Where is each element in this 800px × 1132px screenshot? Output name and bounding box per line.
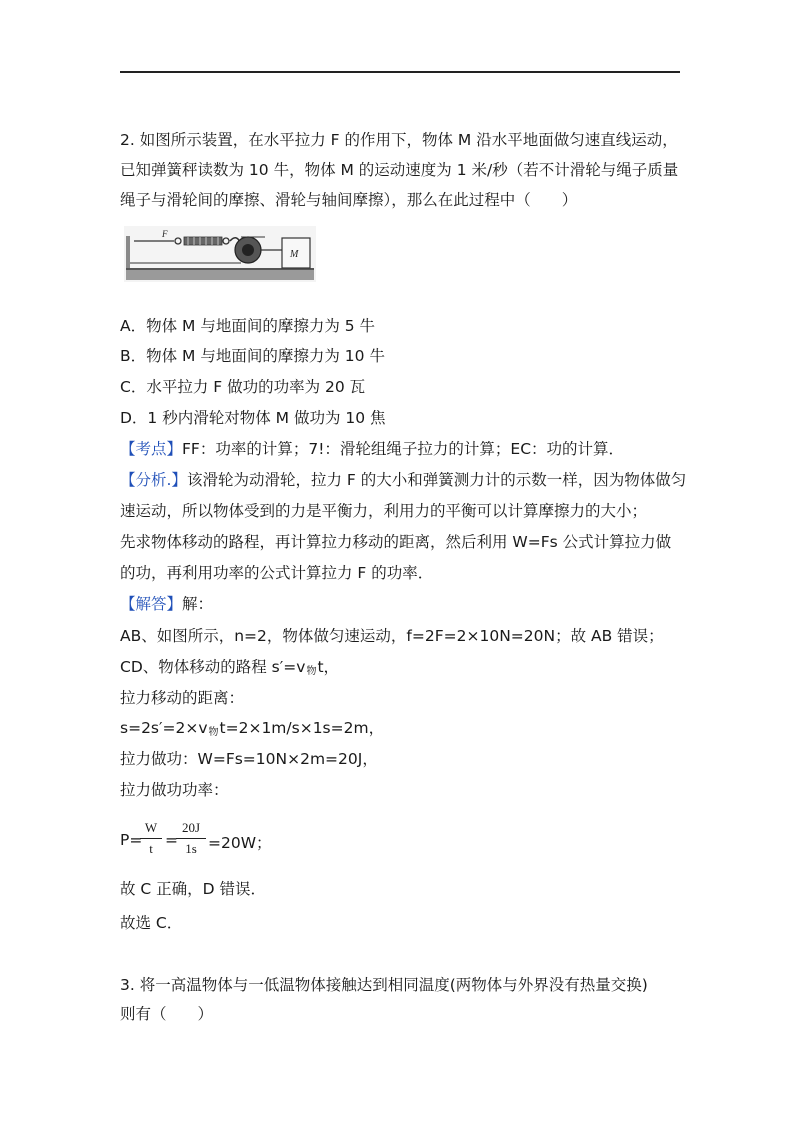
fraction-numerator: W <box>144 820 158 835</box>
fraction-20j-over-1s <box>176 820 206 857</box>
q2-stem-line1: 2. 如图所示装置，在水平拉力 F 的作用下，物体 M 沿水平地面做匀速直线运动， <box>120 131 678 149</box>
fenxi-line4: 的功，再利用功率的公式计算拉力 F 的功率． <box>120 564 434 582</box>
block-label: M <box>290 249 299 260</box>
solution-power-label: 拉力做功功率： <box>120 781 229 799</box>
fraction-denominator: t <box>149 841 153 856</box>
fraction-numerator: 20J <box>181 820 201 835</box>
solution-s-post: t=2×1m/s×1s=2m， <box>219 719 385 737</box>
kaodian-tag: 【考点】 <box>120 440 183 458</box>
solution-cd-post: t， <box>317 658 340 676</box>
solution-s <box>120 718 384 743</box>
force-label: F <box>162 229 168 239</box>
fenxi-text1: 该滑轮为动滑轮，拉力 F 的大小和弹簧测力计的示数一样，因为物体做匀 <box>186 471 687 489</box>
jieda-tag: 【解答】 <box>120 595 183 613</box>
top-rule <box>120 71 680 73</box>
pulley-diagram <box>124 226 316 282</box>
solution-cd-pre: CD、物体移动的路程 s′=v <box>120 658 306 676</box>
subscript-wu: 物 <box>208 727 219 738</box>
fenxi-line3: 先求物体移动的路程，再计算拉力移动的距离，然后利用 W=Fs 公式计算拉力做 <box>120 533 672 551</box>
solution-conclusion: 故 C 正确，D 错误． <box>120 880 267 898</box>
fenxi-tag: 【分析.】 <box>120 471 187 489</box>
kaodian-line <box>120 439 624 459</box>
solution-choice: 故选 C． <box>120 914 183 932</box>
solution-cd <box>120 657 339 682</box>
equals-sign: = <box>165 831 178 849</box>
q2-stem-line3: 绳子与滑轮间的摩擦、滑轮与轴间摩擦），那么在此过程中（ ） <box>120 191 578 209</box>
option-d: D．1 秒内滑轮对物体 M 做功为 10 焦 <box>120 409 386 427</box>
kaodian-text: FF：功率的计算；7!：滑轮组绳子拉力的计算；EC：功的计算． <box>182 440 625 458</box>
fraction-w-over-t <box>140 820 162 857</box>
solution-ab: AB、如图所示，n=2，物体做匀速运动，f=2F=2×10N=20N；故 AB 错误； <box>120 627 664 645</box>
solution-work: 拉力做功：W=Fs=10N×2m=20J， <box>120 750 378 768</box>
fenxi-line2: 速运动，所以物体受到的力是平衡力，利用力的平衡可以计算摩擦力的大小； <box>120 502 648 520</box>
solution-distance-label: 拉力移动的距离： <box>120 689 245 707</box>
jieda-text: 解： <box>182 595 214 613</box>
q2-stem-line2: 已知弹簧秤读数为 10 牛，物体 M 的运动速度为 1 米/秒（若不计滑轮与绳子质量 <box>120 161 679 179</box>
option-b: B．物体 M 与地面间的摩擦力为 10 牛 <box>120 347 385 365</box>
q3-stem-line2: 则有（ ） <box>120 1005 214 1023</box>
option-a: A．物体 M 与地面间的摩擦力为 5 牛 <box>120 317 376 335</box>
subscript-wu: 物 <box>306 666 317 677</box>
solution-s-pre: s=2s′=2×v <box>120 719 208 737</box>
q3-stem-line1: 3. 将一高温物体与一低温物体接触达到相同温度(两物体与外界没有热量交换) <box>120 976 648 994</box>
fraction-denominator: 1s <box>185 841 197 856</box>
option-c: C．水平拉力 F 做功的功率为 20 瓦 <box>120 378 366 396</box>
power-lhs: P= <box>120 831 143 849</box>
power-rhs: =20W； <box>208 834 272 852</box>
fenxi-line1 <box>120 470 686 490</box>
pulley-apparatus-figure <box>124 226 316 282</box>
jieda-line <box>120 594 213 614</box>
